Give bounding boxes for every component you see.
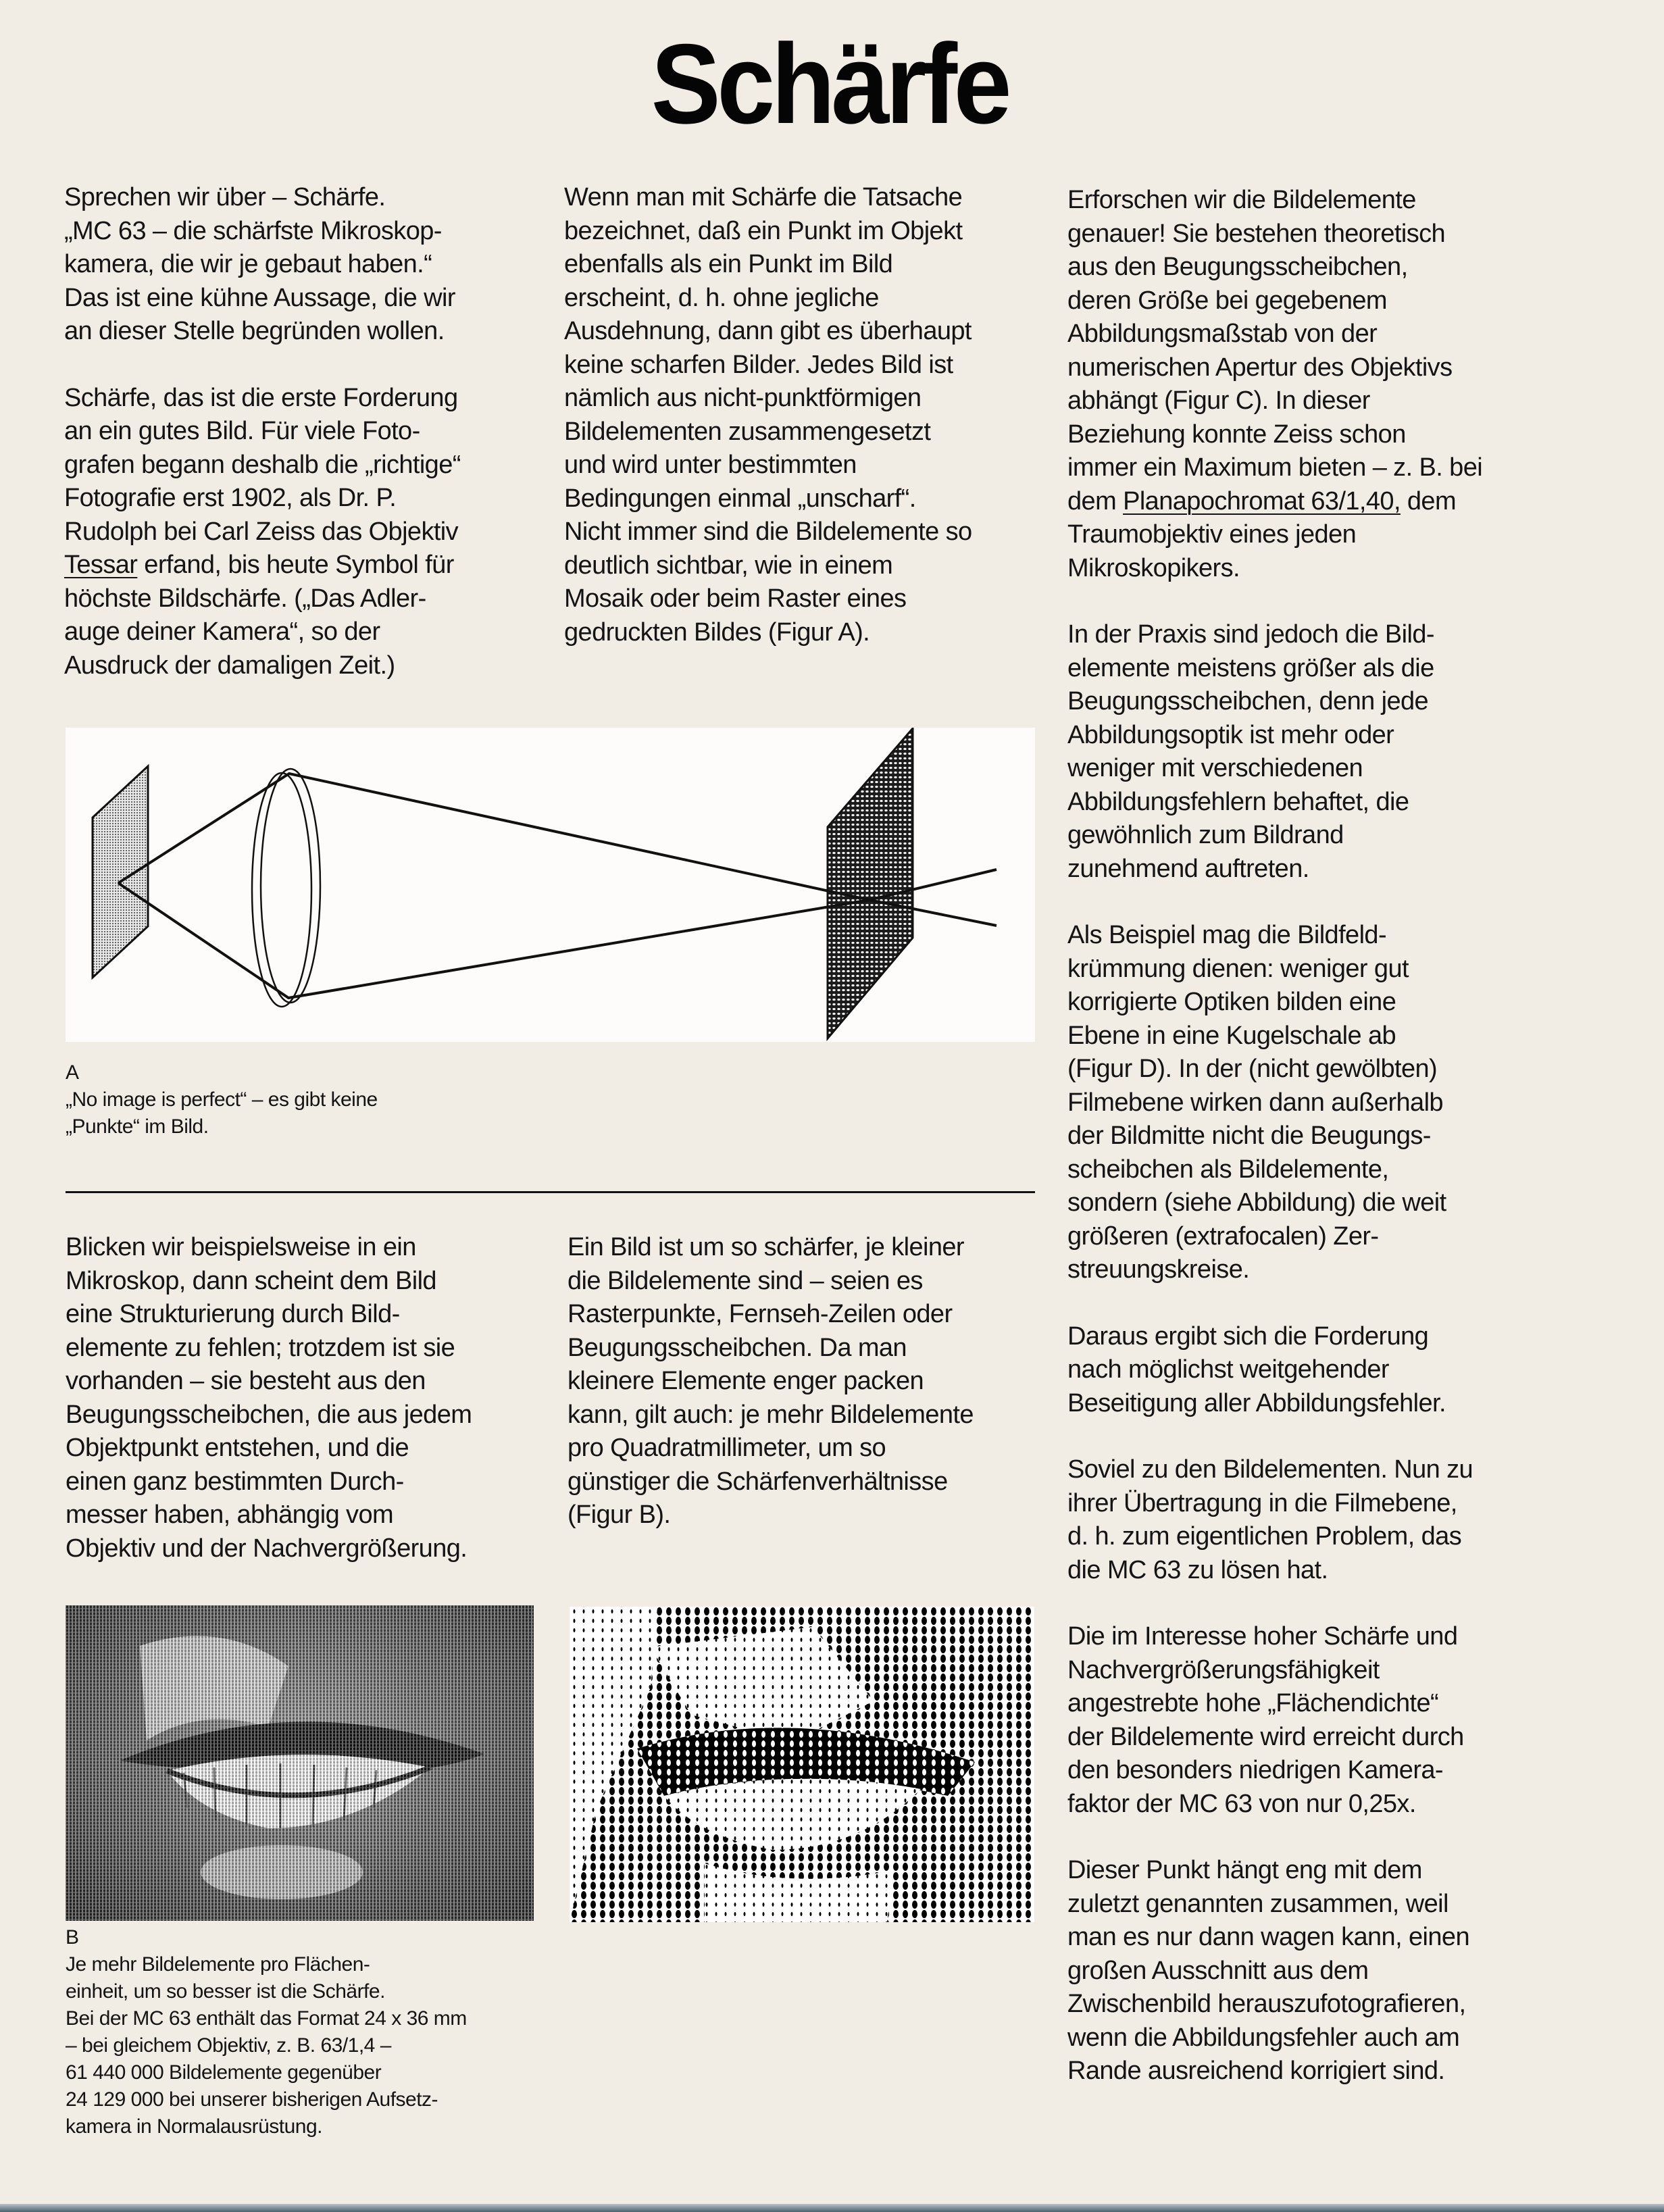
- text-line: Das ist eine kühne Aussage, die wir: [64, 283, 455, 312]
- text-line: Zwischenbild herauszufotografieren,: [1067, 1990, 1466, 2018]
- text-line: Beugungsscheibchen, denn jede: [1067, 687, 1429, 715]
- paragraph-mikroskop: [66, 1231, 538, 1565]
- column-2: [564, 181, 1044, 682]
- text-line: – bei gleichem Objektiv, z. B. 63/1,4 –: [66, 2034, 391, 2057]
- text-line: 24 129 000 bei unserer bisherigen Aufsetz-: [66, 2088, 438, 2111]
- text-line: Mosaik oder beim Raster eines: [564, 584, 907, 613]
- text-line: großen Ausschnitt aus dem: [1067, 1956, 1369, 1985]
- optics-diagram: [66, 728, 1035, 1042]
- text-line: Objektpunkt entstehen, und die: [66, 1434, 409, 1462]
- text-line: Ein Bild ist um so schärfer, je kleiner: [568, 1233, 964, 1261]
- paragraph-punkt: [564, 181, 1044, 649]
- coarse-halftone-mouth-image: [570, 1607, 1034, 1922]
- text-line: korrigierte Optiken bilden eine: [1067, 988, 1396, 1016]
- text-line: Rasterpunkte, Fernseh-Zeilen oder: [568, 1300, 953, 1328]
- text-line: vorhanden – sie besteht aus den: [66, 1367, 426, 1395]
- text-line: kleinere Elemente enger packen: [568, 1367, 924, 1395]
- text-dem: dem: [1067, 486, 1124, 516]
- bottom-column-2: [568, 1231, 1040, 1565]
- text-line: Blicken wir beispielsweise in ein: [66, 1233, 416, 1261]
- text-line: deutlich sichtbar, wie in einem: [564, 551, 893, 580]
- paragraph-schaerfer: [568, 1231, 1040, 1532]
- figure-a-optics-diagram: [66, 728, 1035, 1042]
- text-line: die Bildelemente sind – seien es: [568, 1266, 923, 1295]
- text-line: Abbildungsoptik ist mehr oder: [1067, 720, 1394, 749]
- text-line: angestrebte hohe „Flächendichte“: [1067, 1689, 1439, 1717]
- text-line: Dieser Punkt hängt eng mit dem: [1067, 1856, 1422, 1884]
- column-3: [1067, 184, 1554, 2121]
- figure-a-label: A: [66, 1061, 79, 1084]
- text-line: zunehmend auftreten.: [1067, 854, 1309, 883]
- text-line: Wenn man mit Schärfe die Tatsache: [564, 183, 963, 211]
- text-line: Abbildungsmaßstab von der: [1067, 320, 1378, 348]
- text-line: der Bildmitte nicht die Beugungs-: [1067, 1122, 1431, 1150]
- text-line: den besonders niedrigen Kamera-: [1067, 1756, 1443, 1784]
- text-line: Mikroskopikers.: [1067, 553, 1240, 582]
- text-line: genauer! Sie bestehen theoretisch: [1067, 219, 1446, 248]
- figure-b-fine-halftone-photo: [66, 1605, 534, 1921]
- text-line: Ausdehnung, dann gibt es überhaupt: [564, 317, 972, 345]
- column-3-paragraph: [1067, 919, 1554, 1287]
- paragraph-intro: [64, 181, 530, 349]
- text-line: In der Praxis sind jedoch die Bild-: [1067, 620, 1434, 649]
- text-line: ihrer Übertragung in die Filmebene,: [1067, 1488, 1457, 1517]
- text-line: kann, gilt auch: je mehr Bildelemente: [568, 1400, 974, 1429]
- text-line: bezeichnet, daß ein Punkt im Objekt: [564, 216, 963, 245]
- column-3-paragraph: [1067, 1320, 1554, 1421]
- column-3-paragraph: [1067, 618, 1554, 886]
- text-line: d. h. zum eigentlichen Problem, das: [1067, 1522, 1462, 1551]
- text-line: elemente meistens größer als die: [1067, 653, 1434, 682]
- text-line: kamera in Normalausrüstung.: [66, 2115, 323, 2138]
- text-line: Ausdruck der damaligen Zeit.): [64, 651, 395, 680]
- column-1: [64, 181, 530, 715]
- text-line: Rudolph bei Carl Zeiss das Objektiv: [64, 517, 459, 546]
- text-line: nämlich aus nicht-punktförmigen: [564, 384, 922, 412]
- text-line: kamera, die wir je gebaut haben.“: [64, 250, 432, 278]
- paragraph-bildelemente: [1067, 184, 1554, 585]
- text-line: weniger mit verschiedenen: [1067, 754, 1363, 782]
- text-line: gewöhnlich zum Bildrand: [1067, 821, 1344, 849]
- text-line: auge deiner Kamera“, so der: [64, 618, 380, 646]
- text-line: streuungskreise.: [1067, 1255, 1250, 1284]
- text-line: Erforschen wir die Bildelemente: [1067, 186, 1416, 214]
- object-plane: [93, 766, 148, 978]
- figure-b-caption: [66, 1924, 552, 2140]
- text-line: Beziehung konnte Zeiss schon: [1067, 420, 1406, 449]
- page-bottom-edge: [0, 2204, 1664, 2212]
- text-line: Beugungsscheibchen, die aus jedem: [66, 1400, 472, 1429]
- text-line: günstiger die Schärfenverhältnisse: [568, 1467, 948, 1496]
- text-line: (Figur D). In der (nicht gewölbten): [1067, 1055, 1438, 1083]
- figure-a-caption: [66, 1059, 538, 1140]
- text-line: Bedingungen einmal „unscharf“.: [564, 484, 916, 513]
- text-line: „MC 63 – die schärfste Mikroskop-: [64, 216, 442, 245]
- text-line: 61 440 000 Bildelemente gegenüber: [66, 2061, 382, 2084]
- text-line: Beseitigung aller Abbildungsfehler.: [1067, 1388, 1446, 1417]
- text-line: zuletzt genannten zusammen, weil: [1067, 1889, 1448, 1918]
- figure-b-label: B: [66, 1926, 79, 1949]
- text-line: „No image is perfect“ – es gibt keine: [66, 1088, 378, 1111]
- text-line: messer haben, abhängig vom: [66, 1501, 394, 1529]
- text-line: an ein gutes Bild. Für viele Foto-: [64, 417, 420, 445]
- text-line: Beugungsscheibchen. Da man: [568, 1333, 907, 1362]
- text-line: aus den Beugungsscheibchen,: [1067, 253, 1408, 281]
- text-line: numerischen Apertur des Objektivs: [1067, 353, 1453, 382]
- text-line: scheibchen als Bildelemente,: [1067, 1155, 1389, 1184]
- text-line: Nicht immer sind die Bildelemente so: [564, 518, 972, 546]
- section-divider: [66, 1191, 1035, 1193]
- text-line: keine scharfen Bilder. Jedes Bild ist: [564, 350, 953, 379]
- text-line: gedruckten Bildes (Figur A).: [564, 618, 870, 647]
- page-title: Schärfe: [651, 20, 1009, 147]
- text-line: höchste Bildschärfe. („Das Adler-: [64, 584, 426, 613]
- text-line: größeren (extrafocalen) Zer-: [1067, 1222, 1379, 1251]
- text-line: einen ganz bestimmten Durch-: [66, 1467, 404, 1496]
- text-line: immer ein Maximum bieten – z. B. bei: [1067, 453, 1483, 482]
- planapochromat-line: [1067, 485, 1554, 519]
- fine-halftone-mouth-image: [66, 1605, 534, 1921]
- image-plane: [828, 728, 913, 1038]
- text-line: elemente zu fehlen; trotzdem ist sie: [66, 1333, 455, 1362]
- text-line: „Punkte“ im Bild.: [66, 1115, 209, 1138]
- text-line: Als Beispiel mag die Bildfeld-: [1067, 921, 1387, 949]
- text-line: Daraus ergibt sich die Forderung: [1067, 1322, 1429, 1351]
- text-line: Filmebene wirken dann außerhalb: [1067, 1088, 1443, 1117]
- text-line: erscheint, d. h. ohne jegliche: [564, 283, 879, 312]
- text-line: Ebene in eine Kugelschale ab: [1067, 1021, 1396, 1050]
- text-line: eine Strukturierung durch Bild-: [66, 1300, 400, 1328]
- text-line: und wird unter bestimmten: [564, 451, 857, 479]
- text-dem2: dem: [1400, 486, 1457, 516]
- text-line: abhängt (Figur C). In dieser: [1067, 386, 1370, 415]
- paragraph-schaerfe: [64, 382, 530, 683]
- text-line: grafen begann deshalb die „richtige“: [64, 450, 461, 479]
- text-line: sondern (siehe Abbildung) die weit: [1067, 1188, 1446, 1217]
- text-line: Je mehr Bildelemente pro Flächen-: [66, 1953, 370, 1976]
- column-3-paragraph: [1067, 1854, 1554, 2088]
- text-line: Fotografie erst 1902, als Dr. P.: [64, 484, 397, 512]
- figure-b-coarse-halftone-photo: [570, 1607, 1034, 1922]
- text-line: einheit, um so besser ist die Schärfe.: [66, 1980, 385, 2003]
- column-3-paragraph: [1067, 1453, 1554, 1587]
- text-line: man es nur dann wagen kann, einen: [1067, 1923, 1469, 1951]
- planapochromat-underlined: Planapochromat 63/1,40,: [1123, 486, 1401, 516]
- tessar-line: [64, 549, 530, 582]
- text-line: Bei der MC 63 enthält das Format 24 x 36 mm: [66, 2007, 467, 2030]
- text-line: Objektiv und der Nachvergrößerung.: [66, 1534, 468, 1563]
- column-3-paragraph: [1067, 1620, 1554, 1821]
- text-line: Traumobjektiv eines jeden: [1067, 520, 1357, 549]
- tessar-rest: erfand, bis heute Symbol für: [137, 551, 454, 579]
- text-line: an dieser Stelle begründen wollen.: [64, 317, 445, 345]
- text-line: Die im Interesse hoher Schärfe und: [1067, 1622, 1458, 1651]
- text-line: (Figur B).: [568, 1501, 671, 1529]
- text-line: faktor der MC 63 von nur 0,25x.: [1067, 1789, 1416, 1818]
- text-line: Rande ausreichend korrigiert sind.: [1067, 2057, 1445, 2085]
- text-line: Schärfe, das ist die erste Forderung: [64, 383, 458, 412]
- text-line: nach möglichst weitgehender: [1067, 1355, 1389, 1384]
- text-line: der Bildelemente wird erreicht durch: [1067, 1722, 1464, 1751]
- text-line: Soviel zu den Bildelementen. Nun zu: [1067, 1455, 1473, 1484]
- text-line: pro Quadratmillimeter, um so: [568, 1434, 886, 1462]
- text-line: krümmung dienen: weniger gut: [1067, 954, 1409, 983]
- text-line: Nachvergrößerungsfähigkeit: [1067, 1655, 1380, 1684]
- text-line: wenn die Abbildungsfehler auch am: [1067, 2023, 1460, 2052]
- tessar-underlined: Tessar: [64, 551, 138, 579]
- text-line: deren Größe bei gegebenem: [1067, 286, 1387, 315]
- text-line: Sprechen wir über – Schärfe.: [64, 183, 386, 211]
- text-line: Bildelementen zusammengesetzt: [564, 417, 931, 446]
- text-line: Abbildungsfehlern behaftet, die: [1067, 787, 1409, 816]
- text-line: Mikroskop, dann scheint dem Bild: [66, 1266, 436, 1295]
- bottom-column-1: [66, 1231, 538, 1599]
- text-line: ebenfalls als ein Punkt im Bild: [564, 250, 893, 278]
- text-line: die MC 63 zu lösen hat.: [1067, 1555, 1328, 1584]
